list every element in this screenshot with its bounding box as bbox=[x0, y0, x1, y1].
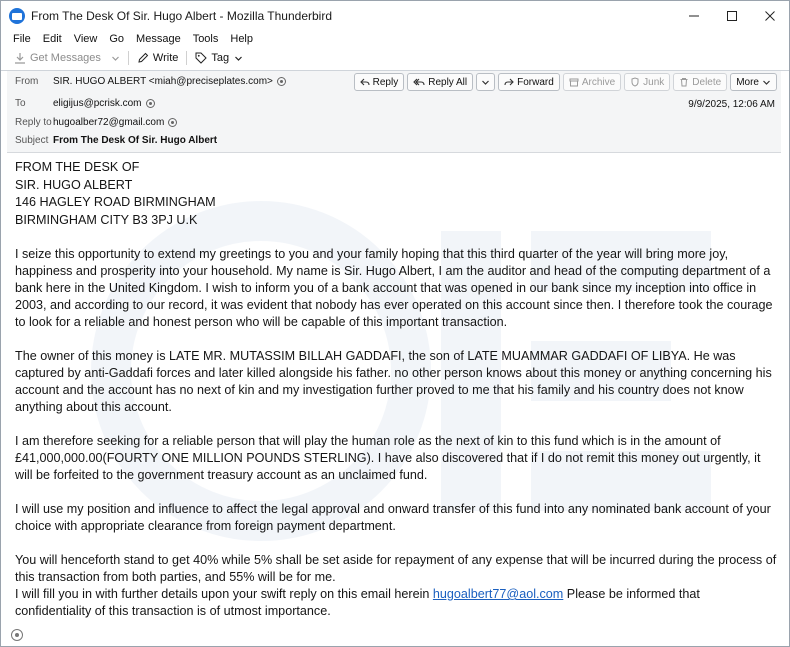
get-messages-button[interactable] bbox=[9, 48, 106, 68]
archive-icon bbox=[569, 77, 579, 87]
message-date: 9/9/2025, 12:06 AM bbox=[688, 99, 775, 110]
forward-label: Forward bbox=[517, 76, 554, 88]
thunderbird-app-icon bbox=[9, 8, 25, 24]
delete-label: Delete bbox=[692, 76, 722, 88]
close-icon bbox=[764, 10, 776, 22]
pencil-icon bbox=[137, 52, 149, 64]
to-value[interactable]: eligijus@pcrisk.com bbox=[53, 98, 142, 109]
menu-go[interactable]: Go bbox=[109, 32, 125, 45]
menu-edit[interactable]: Edit bbox=[42, 32, 62, 45]
reply-button[interactable] bbox=[354, 73, 405, 91]
write-label: Write bbox=[152, 52, 179, 64]
reply-email-link[interactable]: hugoalbert77@aol.com bbox=[432, 587, 564, 601]
contact-status-icon[interactable] bbox=[168, 118, 177, 127]
chevron-down-icon bbox=[762, 78, 771, 87]
archive-label: Archive bbox=[581, 76, 616, 88]
tag-button[interactable] bbox=[190, 48, 248, 68]
reply-all-icon bbox=[413, 77, 425, 87]
message-actions bbox=[354, 73, 777, 91]
status-bar bbox=[1, 624, 789, 646]
more-button[interactable] bbox=[730, 73, 777, 91]
from-row bbox=[15, 76, 286, 87]
menu-view[interactable]: View bbox=[73, 32, 98, 45]
message-body bbox=[15, 159, 777, 637]
maximize-button[interactable] bbox=[713, 1, 751, 31]
replyto-value[interactable]: hugoalber72@gmail.com bbox=[53, 117, 165, 128]
address-line: 146 HAGLEY ROAD BIRMINGHAM bbox=[15, 195, 216, 209]
minimize-icon bbox=[688, 10, 700, 22]
contact-status-icon[interactable] bbox=[277, 77, 286, 86]
to-label: To bbox=[15, 98, 26, 109]
from-label: From bbox=[15, 76, 39, 87]
get-messages-label: Get Messages bbox=[30, 52, 101, 64]
toolbar-separator bbox=[186, 51, 187, 65]
contact-status-icon[interactable] bbox=[146, 99, 155, 108]
body-paragraph: I seize this opportunity to extend my greetings to you and your family hoping that this third quarter of the year will bring more joy, happiness and prosperity into your household. My name is Sir. Hugo Albert, I am the auditor and head of the computing department of a bank here in the United Kingdom. I wish to inform you of a bank account that was opened in our bank since my inception into office in 2003, and according to our record, it was evident that nobody has ever operated on this account since then. I therefore took the courage to look for a reliable and honest person who will be capable of this important transaction. bbox=[15, 247, 773, 329]
address-line: SIR. HUGO ALBERT bbox=[15, 177, 133, 192]
write-button[interactable] bbox=[132, 48, 183, 68]
subject-row bbox=[15, 135, 217, 146]
get-messages-dropdown[interactable] bbox=[106, 48, 125, 68]
to-row bbox=[15, 98, 155, 109]
forward-button[interactable] bbox=[498, 73, 560, 91]
body-paragraph: I will use my position and influence to affect the legal approval and onward transfer of this fund into any nominated bank account of your choice with appropriate clearance from foreign payment department. bbox=[15, 502, 771, 533]
from-value[interactable]: SIR. HUGO ALBERT <miah@preciseplates.com> bbox=[53, 76, 273, 87]
replyto-row bbox=[15, 117, 177, 128]
body-paragraph: I am therefore seeking for a reliable person that will play the human role as the next of kin to this fund which is in the amount of £41,000,000.00(FOURTY ONE MILLION POUNDS STERLING). I have also discovered that if I do not remit this money out urgently, it will be forfeited to the government treasury account as an unclaimed fund. bbox=[15, 434, 761, 482]
reply-all-button[interactable] bbox=[407, 73, 473, 91]
chevron-down-icon bbox=[481, 78, 490, 87]
menu-tools[interactable]: Tools bbox=[192, 32, 219, 45]
junk-label: Junk bbox=[643, 76, 665, 88]
menu-file[interactable]: File bbox=[13, 32, 31, 45]
body-paragraph-closing bbox=[15, 586, 777, 620]
reply-dropdown-button[interactable] bbox=[476, 73, 495, 91]
menu-help[interactable]: Help bbox=[230, 32, 253, 45]
forward-icon bbox=[504, 77, 514, 87]
toolbar-separator bbox=[128, 51, 129, 65]
body-paragraph: You will henceforth stand to get 40% while 5% shall be set aside for repayment of any expense that will be incurred during the process of this transaction from both parties, and 55% will be for me. bbox=[15, 553, 777, 584]
address-line: FROM THE DESK OF bbox=[15, 160, 140, 174]
close-button[interactable] bbox=[751, 1, 789, 31]
main-toolbar bbox=[1, 47, 789, 69]
window-controls bbox=[675, 1, 789, 31]
reply-all-label: Reply All bbox=[428, 76, 468, 88]
reply-label: Reply bbox=[372, 76, 399, 88]
menu-bar bbox=[1, 31, 789, 46]
tag-icon bbox=[195, 52, 207, 64]
message-header bbox=[7, 71, 781, 153]
more-label: More bbox=[736, 76, 759, 88]
subject-label: Subject bbox=[15, 135, 49, 146]
chevron-down-icon bbox=[234, 54, 243, 63]
reply-icon bbox=[360, 77, 370, 87]
address-line: BIRMINGHAM CITY B3 3PJ U.K bbox=[15, 212, 198, 227]
body-paragraph: The owner of this money is LATE MR. MUTASSIM BILLAH GADDAFI, the son of LATE MUAMMAR GADDAFI OF LIBYA. He was captured by anti-Gaddafi forces and later killed alongside his father. no other person knows about this money or anything concerning his account and the account has no next of kin and my investigation further proved to me that his family and his country does not know anything about this account. bbox=[15, 349, 772, 414]
window-title: From The Desk Of Sir. Hugo Albert - Mozilla Thunderbird bbox=[31, 9, 333, 23]
closing-text: Please be informed that confidentiality of this transaction is of utmost importance. bbox=[15, 587, 700, 618]
title-bar bbox=[1, 1, 789, 31]
tag-label: Tag bbox=[211, 52, 230, 64]
chevron-down-icon bbox=[111, 54, 120, 63]
trash-icon bbox=[679, 77, 689, 87]
sender-address-block bbox=[15, 159, 777, 229]
subject-value: From The Desk Of Sir. Hugo Albert bbox=[53, 135, 218, 146]
junk-button[interactable] bbox=[624, 73, 670, 91]
minimize-button[interactable] bbox=[675, 1, 713, 31]
replyto-label: Reply to bbox=[15, 117, 52, 128]
menu-message[interactable]: Message bbox=[136, 32, 181, 45]
maximize-icon bbox=[726, 10, 738, 22]
delete-button[interactable] bbox=[673, 73, 727, 91]
junk-icon bbox=[630, 77, 640, 87]
download-icon bbox=[14, 52, 26, 64]
closing-text: I will fill you in with further details upon your swift reply on this email herein bbox=[15, 587, 433, 601]
connection-status-icon[interactable] bbox=[11, 629, 23, 641]
archive-button[interactable] bbox=[563, 73, 621, 91]
